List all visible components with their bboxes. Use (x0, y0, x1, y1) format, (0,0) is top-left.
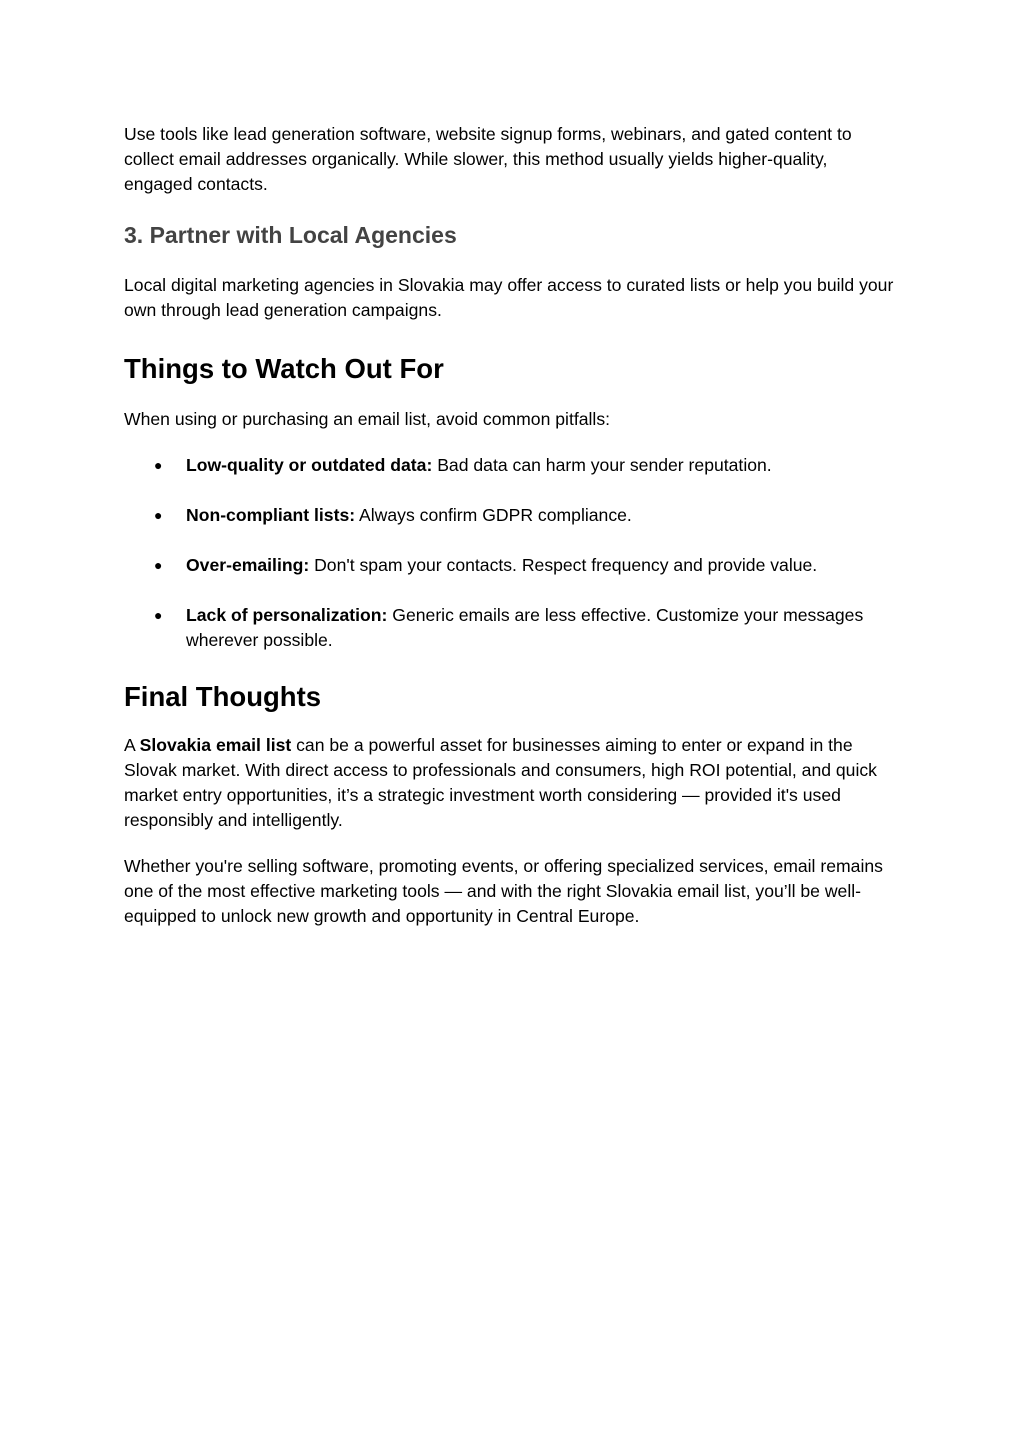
watch-out-heading: Things to Watch Out For (124, 353, 444, 384)
final-p1-rest: can be a powerful asset for businesses aiming to enter or expand in the Slovak market. With direct access to professionals and consumers, high ROI potential, and quick market entry opportunities, it’s a strategic investment worth considering — provided it's used responsibly and intelligently. (124, 735, 877, 830)
pitfall-term: Lack of personalization: (186, 605, 388, 625)
list-item (124, 453, 894, 478)
partner-paragraph: Local digital marketing agencies in Slovakia may offer access to curated lists or help you build your own through lead generation campaigns. (124, 275, 894, 320)
list-item (124, 603, 894, 653)
bullet-icon: ● (154, 607, 163, 623)
list-item (124, 503, 894, 528)
final-paragraph-2: Whether you're selling software, promoting events, or offering specialized services, email remains one of the most effective marketing tools — and with the right Slovakia email list, you’ll be well-equipped to unlock new growth and opportunity in Central Europe. (124, 856, 883, 926)
pitfall-text: Generic emails are less effective. Customize your messages wherever possible. (186, 605, 864, 650)
final-p1-prefix: A (124, 735, 140, 755)
partner-heading: 3. Partner with Local Agencies (124, 222, 457, 248)
bullet-icon: ● (154, 457, 163, 473)
intro-paragraph: Use tools like lead generation software, website signup forms, webinars, and gated content to collect email addresses organically. While slower, this method usually yields higher-quality, engaged contacts. (124, 124, 852, 194)
document-page (124, 122, 894, 929)
list-item (124, 553, 894, 578)
pitfall-term: Non-compliant lists: (186, 505, 356, 525)
pitfall-text: Don't spam your contacts. Respect frequency and provide value. (309, 555, 818, 575)
pitfall-term: Low-quality or outdated data: (186, 455, 433, 475)
watch-out-intro: When using or purchasing an email list, avoid common pitfalls: (124, 409, 611, 429)
pitfall-text: Bad data can harm your sender reputation. (432, 455, 772, 475)
final-thoughts-heading: Final Thoughts (124, 681, 322, 712)
pitfall-term: Over-emailing: (186, 555, 310, 575)
pitfalls-list (124, 453, 894, 653)
bullet-icon: ● (154, 557, 163, 573)
pitfall-text: Always confirm GDPR compliance. (355, 505, 632, 525)
final-paragraph-1 (124, 733, 894, 833)
bullet-icon: ● (154, 507, 163, 523)
final-p1-bold: Slovakia email list (139, 735, 292, 755)
